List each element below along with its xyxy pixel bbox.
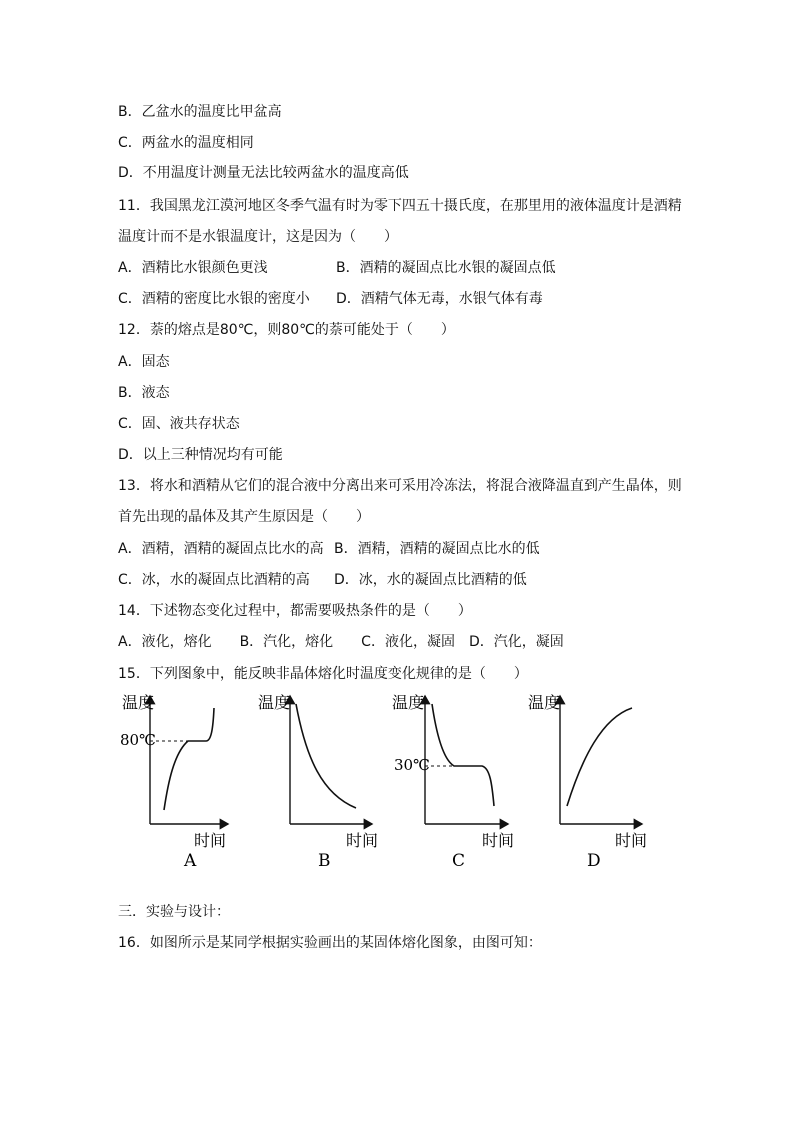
graph-a-curve: [164, 708, 214, 810]
graph-c-temp-label: 30℃: [394, 756, 430, 774]
graph-d-xlabel: 时间: [615, 831, 648, 850]
question-11-line2: 温度计而不是水银温度计，这是因为（ ）: [118, 229, 398, 245]
graph-b-curve: [296, 704, 356, 808]
graph-c-ylabel: 温度: [392, 693, 425, 712]
option-a-q11: A．酒精比水银颜色更浅: [118, 260, 268, 276]
graph-b-letter: B: [318, 851, 331, 871]
question-12: 12．萘的熔点是80℃，则80℃的萘可能处于（ ）: [118, 322, 455, 338]
graph-d: [528, 693, 647, 871]
question-14: 14．下述物态变化过程中，都需要吸热条件的是（ ）: [118, 603, 472, 619]
graph-a-xlabel: 时间: [194, 831, 227, 850]
graph-d-curve: [567, 708, 632, 806]
option-d-q10: D．不用温度计测量无法比较两盆水的温度高低: [118, 165, 409, 181]
option-b-q10: B．乙盆水的温度比甲盆高: [118, 104, 282, 120]
temperature-graphs: [110, 688, 670, 873]
graph-a: [120, 693, 228, 871]
graph-d-ylabel: 温度: [528, 693, 561, 712]
graph-d-letter: D: [587, 851, 601, 871]
question-16: 16．如图所示是某同学根据实验画出的某固体熔化图象，由图可知：: [118, 935, 542, 951]
graph-b-ylabel: 温度: [258, 693, 291, 712]
option-c-q13: C．冰，水的凝固点比酒精的高: [118, 572, 310, 588]
graph-c-curve: [432, 704, 494, 806]
option-d-q12: D．以上三种情况均有可能: [118, 447, 283, 463]
option-a-q13: A．酒精，酒精的凝固点比水的高: [118, 541, 324, 557]
graph-c-xlabel: 时间: [482, 831, 515, 850]
graph-a-letter: A: [184, 851, 197, 871]
graph-c-letter: C: [452, 851, 466, 871]
options-q14: A．液化，熔化 B．汽化，熔化 C．液化，凝固 D．汽化，凝固: [118, 634, 564, 650]
question-13-line2: 首先出现的晶体及其产生原因是（ ）: [118, 509, 370, 525]
question-11-line1: 11．我国黑龙江漠河地区冬季气温有时为零下四五十摄氏度，在那里用的液体温度计是酒精: [118, 198, 682, 214]
section-3-heading: 三．实验与设计：: [118, 904, 230, 920]
option-c-q11: C．酒精的密度比水银的密度小: [118, 291, 310, 307]
option-b-q13: B．酒精，酒精的凝固点比水的低: [334, 541, 540, 557]
option-c-q12: C．固、液共存状态: [118, 416, 240, 432]
graph-b-xlabel: 时间: [346, 831, 379, 850]
question-15: 15．下列图象中，能反映非晶体熔化时温度变化规律的是（ ）: [118, 666, 528, 682]
graph-c: [392, 693, 514, 871]
graph-a-temp-label: 80℃: [120, 731, 156, 749]
option-d-q13: D．冰，水的凝固点比酒精的低: [334, 572, 527, 588]
option-a-q12: A．固态: [118, 354, 170, 370]
graph-b: [258, 693, 378, 871]
question-13-line1: 13．将水和酒精从它们的混合液中分离出来可采用冷冻法，将混合液降温直到产生晶体，则: [118, 478, 682, 494]
option-b-q11: B．酒精的凝固点比水银的凝固点低: [336, 260, 556, 276]
option-d-q11: D．酒精气体无毒，水银气体有毒: [336, 291, 543, 307]
option-c-q10: C．两盆水的温度相同: [118, 135, 254, 151]
option-b-q12: B．液态: [118, 385, 170, 401]
graph-a-ylabel: 温度: [122, 693, 155, 712]
